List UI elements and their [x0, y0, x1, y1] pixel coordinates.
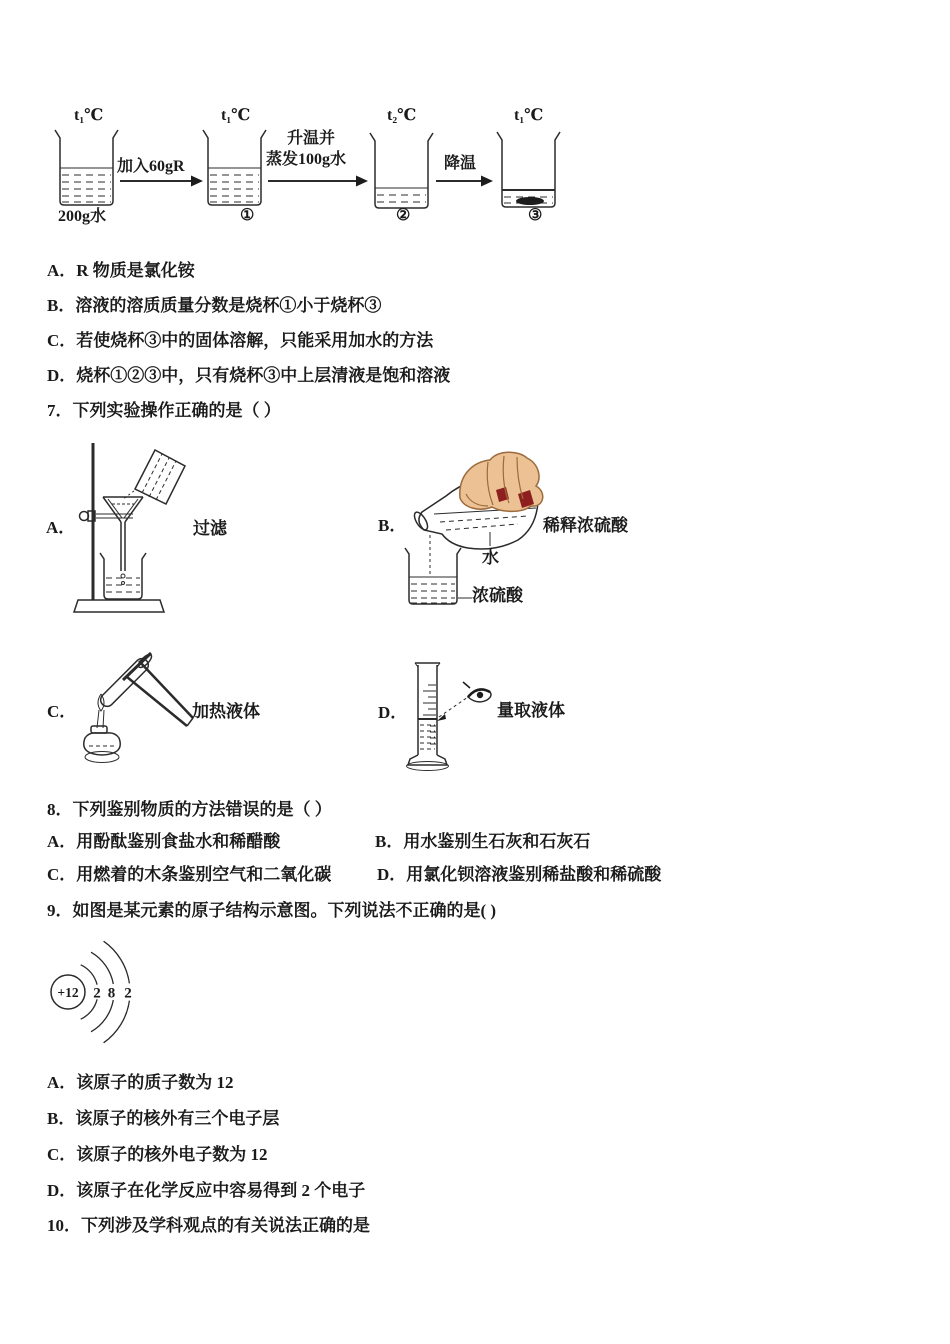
- question-10-stem: 10．下列涉及学科观点的有关说法正确的是: [47, 1216, 370, 1235]
- question-8-option-a: A．用酚酞鉴别食盐水和稀醋酸: [47, 832, 281, 851]
- arrow-3-label: 降温: [444, 155, 477, 172]
- liquid: [210, 175, 259, 202]
- beaker-1-caption: 200g水: [58, 208, 107, 225]
- acid-label: 浓硫酸: [472, 586, 523, 605]
- shell-1-electrons: 2: [93, 985, 101, 1002]
- liquid: [62, 175, 111, 202]
- question-8-option-b: B．用水鉴别生石灰和石灰石: [375, 832, 591, 851]
- question-6-option-a: A．R 物质是氯化铵: [47, 261, 195, 280]
- question-6-option-b: B．溶液的溶质质量分数是烧杯①小于烧杯③: [47, 296, 382, 315]
- electron-shell-arcs: [81, 941, 130, 1043]
- q7-option-d-label: D．: [378, 703, 408, 722]
- question-6-option-d: D．烧杯①②③中，只有烧杯③中上层清液是饱和溶液: [47, 366, 451, 385]
- question-8-option-c: C．用燃着的木条鉴别空气和二氧化碳: [47, 865, 332, 884]
- nucleus-charge: +12: [57, 985, 79, 1000]
- shell-2-electrons: 8: [107, 985, 116, 1002]
- q7-option-d-caption: 量取液体: [497, 701, 565, 720]
- question-8-option-d: D．用氯化钡溶液鉴别稀盐酸和稀硫酸: [377, 865, 662, 884]
- question-6-option-c: C．若使烧杯③中的固体溶解，只能采用加水的方法: [47, 331, 434, 350]
- question-9-stem: 9．如图是某元素的原子结构示意图。下列说法不正确的是( ): [47, 901, 497, 920]
- funnel-icon: [103, 497, 143, 578]
- beaker-3-temp: t₂℃: [387, 107, 417, 124]
- q7-option-a-label: A．: [46, 518, 76, 537]
- q7-option-c-caption: 加热液体: [192, 702, 260, 721]
- sight-line: [439, 697, 468, 717]
- beaker-2-temp: t₁℃: [221, 107, 251, 124]
- liquid: [420, 725, 435, 749]
- arrow-1-label: 加入60gR: [117, 158, 185, 175]
- solid-residue: [516, 197, 544, 205]
- question-7-stem: 7．下列实验操作正确的是（ ）: [47, 401, 281, 420]
- question-9-option-a: A．该原子的质子数为 12: [47, 1073, 234, 1092]
- beaker-1-temp: t₁℃: [74, 107, 104, 124]
- q7-option-b-caption: 稀释浓硫酸: [543, 516, 628, 535]
- q7-option-a-caption: 过滤: [193, 519, 227, 538]
- arrow-right-icon: [268, 176, 368, 187]
- pouring-beaker: [122, 450, 185, 504]
- hand-icon: [460, 452, 543, 511]
- beaker-4-caption: ③: [528, 207, 543, 224]
- eye-icon: [463, 682, 491, 702]
- arrow-right-icon: [436, 176, 493, 187]
- shell-3-electrons: 2: [124, 985, 132, 1002]
- question-9-option-b: B．该原子的核外有三个电子层: [47, 1109, 280, 1128]
- arrow-2-label-line1: 升温并: [287, 130, 336, 147]
- beaker-1: [55, 130, 118, 205]
- question-8-stem: 8．下列鉴别物质的方法错误的是（ ）: [47, 800, 332, 819]
- atom-diagram: [40, 930, 180, 1060]
- arrow-2-label-line2: 蒸发100g水: [266, 151, 347, 168]
- acid-beaker: [405, 548, 461, 604]
- liquid: [377, 195, 426, 202]
- q7-option-c-label: C．: [47, 702, 77, 721]
- beaker-2-caption: ①: [240, 207, 255, 224]
- graduation-marks: [423, 685, 436, 744]
- question-9-option-c: C．该原子的核外电子数为 12: [47, 1145, 268, 1164]
- pour-stream: [122, 491, 134, 500]
- q7-option-b-label: B．: [378, 516, 407, 535]
- test-tube: [98, 653, 154, 710]
- iron-stand: [74, 443, 164, 612]
- beaker-4: [497, 132, 560, 207]
- beaker-4-temp: t₁℃: [514, 107, 544, 124]
- beaker-3-caption: ②: [396, 207, 411, 224]
- collection-beaker: [100, 553, 146, 599]
- question-9-option-d: D．该原子在化学反应中容易得到 2 个电子: [47, 1181, 366, 1200]
- water-label: 水: [482, 548, 499, 567]
- arrow-right-icon: [120, 176, 203, 187]
- beaker-2: [203, 130, 266, 205]
- beaker-3: [370, 133, 433, 208]
- sight-arrow: [437, 714, 446, 721]
